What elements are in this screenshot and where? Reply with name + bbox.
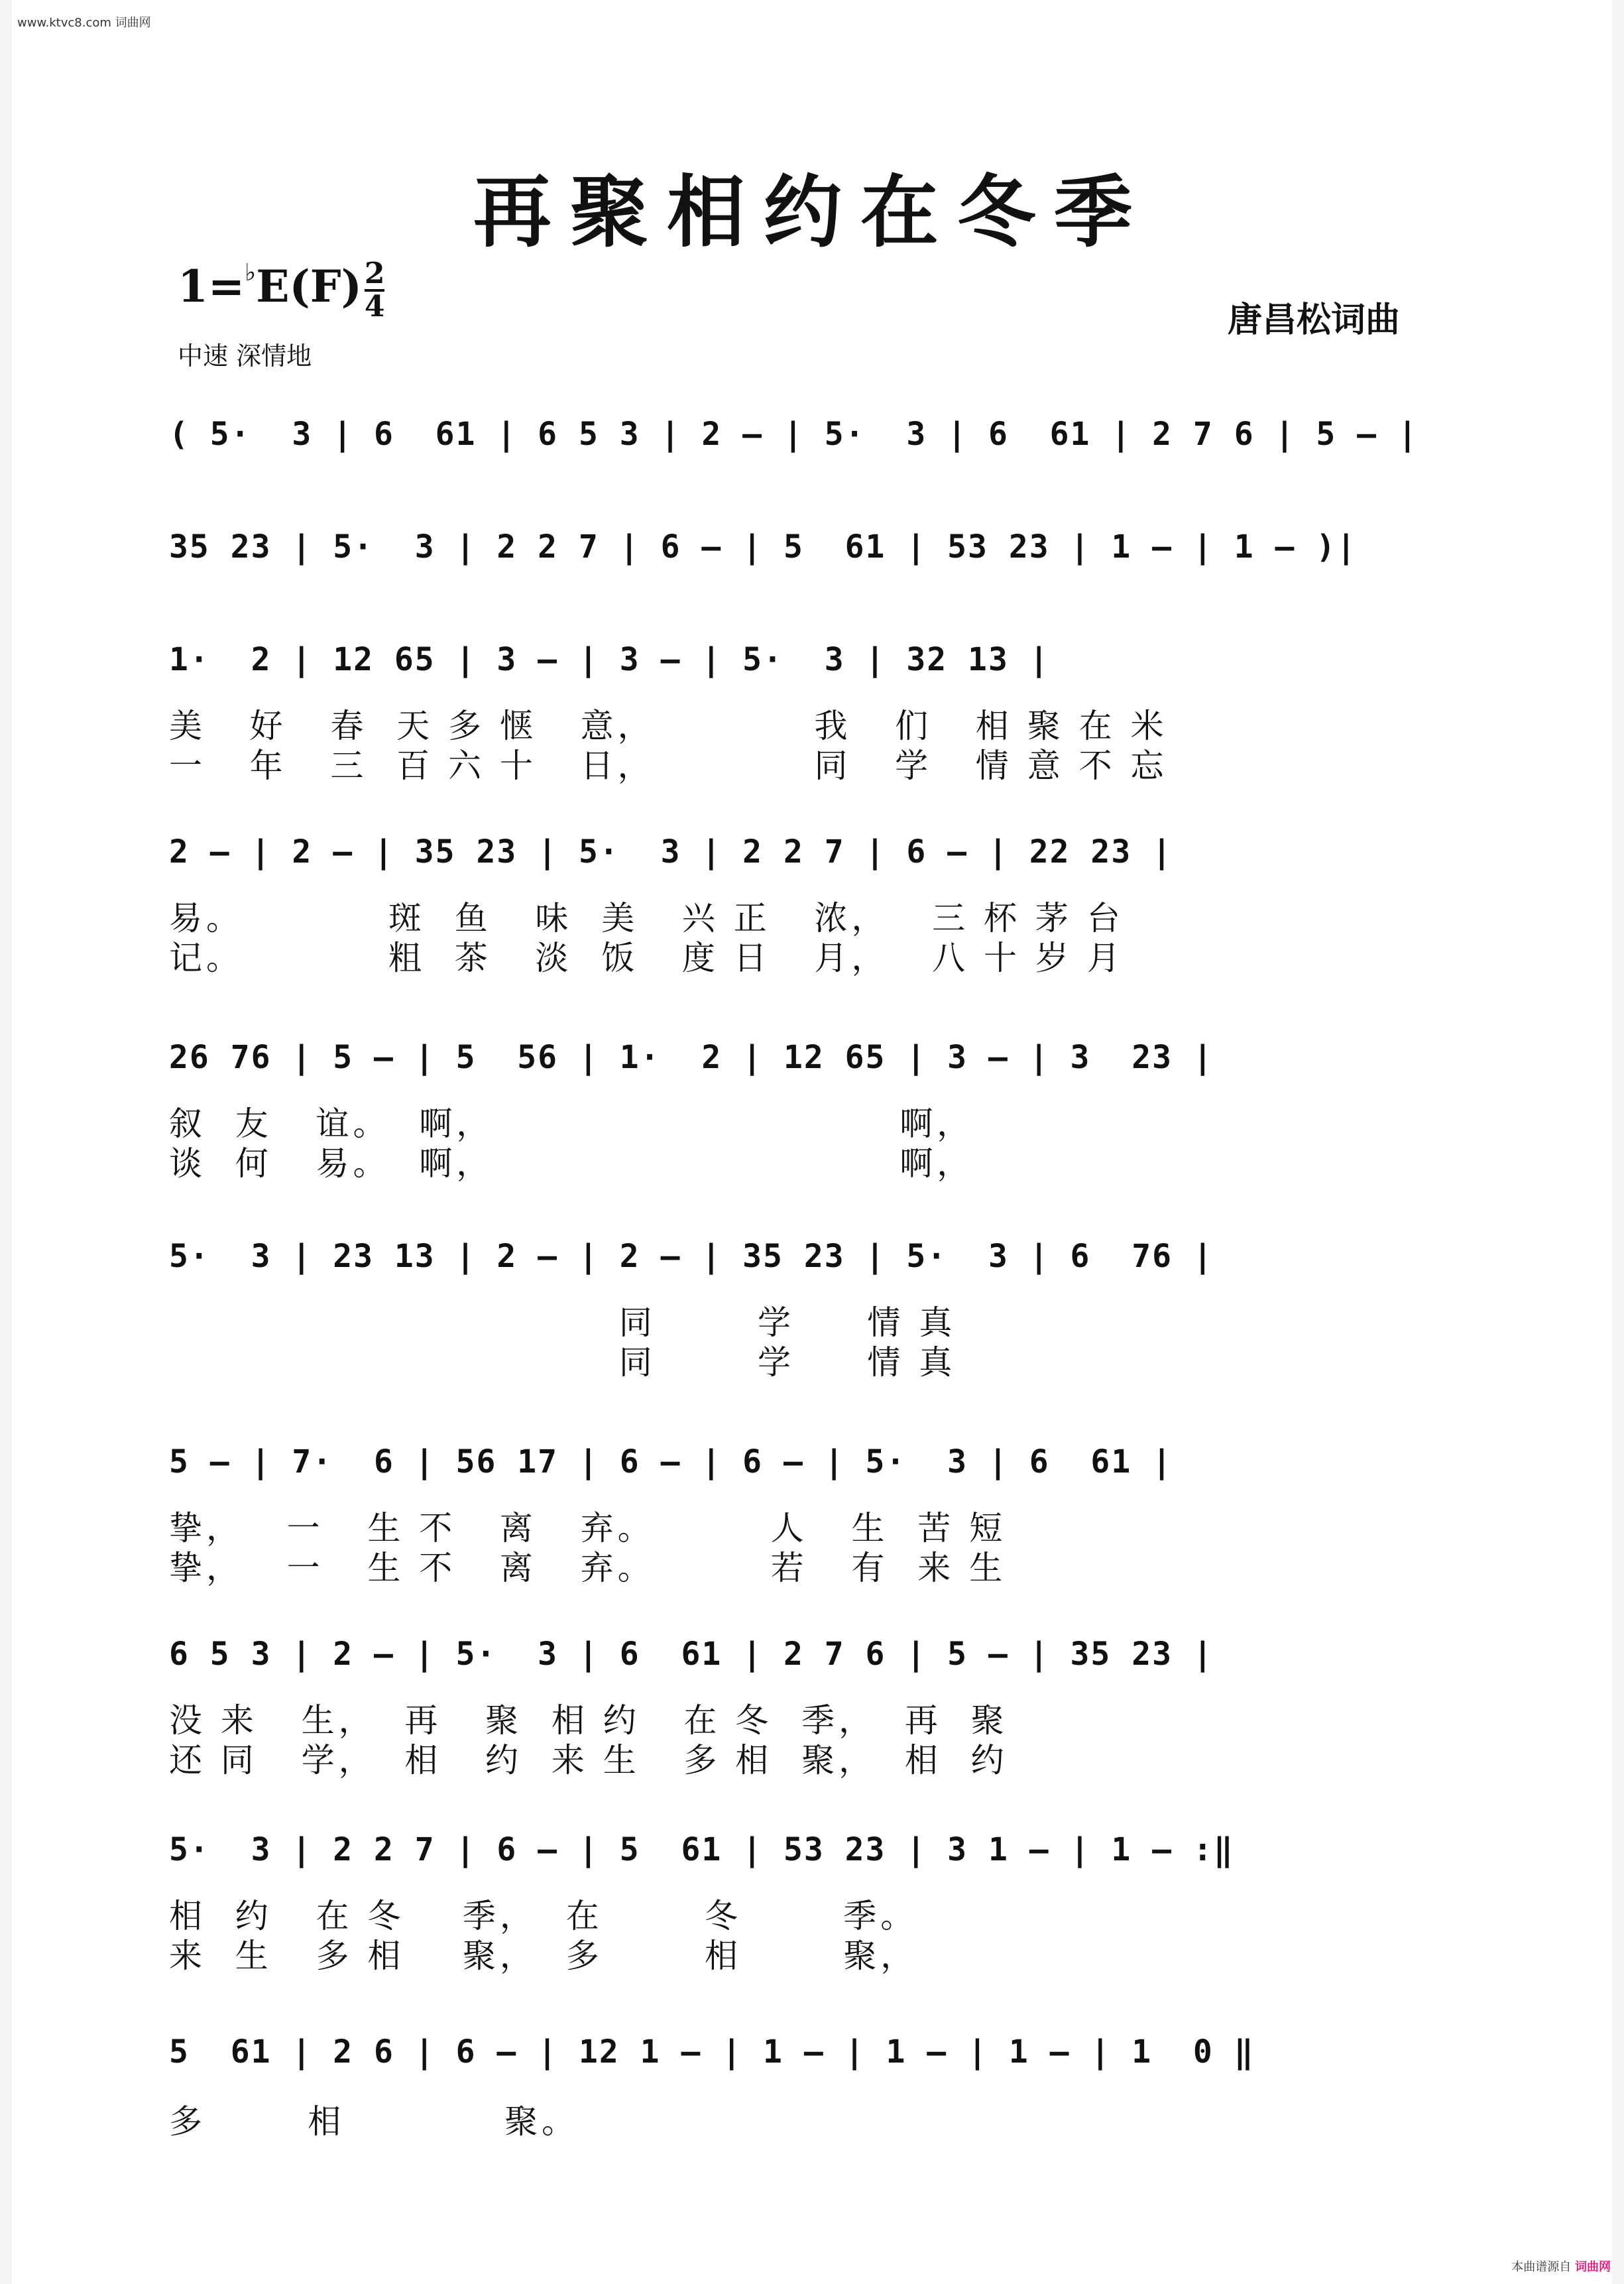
time-signature	[365, 259, 385, 322]
lyric-verse-1: 易。 斑 鱼 味 美 兴 正 浓， 三 杯 茅 台	[169, 899, 1124, 937]
notation-line: 6 5 3 | 2 – | 5· 3 | 6 61 | 2 7 6 | 5 – | 35 23 |	[169, 1636, 1214, 1673]
lyric-verse-2: 一 年 三 百 六 十 日， 同 学 情 意 不 忘	[169, 747, 1168, 785]
tempo-marking: 中速 深情地	[178, 341, 312, 371]
left-margin-strip	[0, 0, 12, 2284]
key-name: E(F)	[256, 261, 362, 312]
lyric-verse-1: 挚， 一 生 不 离 弃。 人 生 苦 短	[169, 1509, 1007, 1547]
lyric-verse-1: 多 相 聚。	[169, 2102, 579, 2141]
song-title: 再聚相约在冬季	[473, 166, 1151, 258]
right-margin-strip	[1612, 0, 1624, 2284]
lyric-verse-2: 谈 何 易。 啊， 啊，	[169, 1144, 974, 1183]
key-prefix: 1=	[178, 261, 245, 312]
footer-brand[interactable]: 词曲网	[1575, 2260, 1611, 2274]
lyric-verse-1: 没 来 生， 再 聚 相 约 在 冬 季， 再 聚	[169, 1701, 1008, 1740]
notation-line: 5· 3 | 2 2 7 | 6 – | 5 61 | 53 23 | 3 1 – | 1 – :‖	[169, 1831, 1234, 1868]
notation-line: 35 23 | 5· 3 | 2 2 7 | 6 – | 5 61 | 53 23 | 1 – | 1 – )|	[169, 528, 1358, 566]
footer-source	[1511, 2257, 1611, 2275]
time-denominator: 4	[364, 290, 385, 324]
lyric-verse-2: 还 同 学， 相 约 来 生 多 相 聚， 相 约	[169, 1741, 1008, 1779]
lyric-verse-2: 同 学 情 真	[169, 1343, 957, 1382]
notation-line: 5 61 | 2 6 | 6 – | 12 1 – | 1 – | 1 – | 1 – | 1 0 ‖	[169, 2033, 1255, 2071]
lyric-verse-2: 来 生 多 相 聚， 多 相 聚，	[169, 1937, 918, 1975]
notation-line: ( 5· 3 | 6 61 | 6 5 3 | 2 – | 5· 3 | 6 61 | 2 7 6 | 5 – |	[169, 416, 1419, 453]
author-credit: 唐昌松词曲	[1228, 300, 1401, 340]
notation-line: 1· 2 | 12 65 | 3 – | 3 – | 5· 3 | 32 13 |	[169, 641, 1050, 678]
notation-line: 5 – | 7· 6 | 56 17 | 6 – | 6 – | 5· 3 | 6 61 |	[169, 1443, 1173, 1480]
time-numerator: 2	[364, 257, 385, 290]
lyric-verse-1: 相 约 在 冬 季， 在 冬 季。	[169, 1897, 918, 1935]
notation-line: 2 – | 2 – | 35 23 | 5· 3 | 2 2 7 | 6 – | 22 23 |	[169, 833, 1173, 871]
lyric-verse-1: 同 学 情 真	[169, 1303, 957, 1342]
lyric-verse-2: 记。 粗 茶 淡 饭 度 日 月， 八 十 岁 月	[169, 939, 1124, 977]
notation-line: 26 76 | 5 – | 5 56 | 1· 2 | 12 65 | 3 – | 3 23 |	[169, 1039, 1214, 1076]
notation-line: 5· 3 | 23 13 | 2 – | 2 – | 35 23 | 5· 3 | 6 76 |	[169, 1238, 1214, 1275]
footer-note: 本曲谱源自	[1511, 2260, 1572, 2274]
flat-sign: ♭	[245, 259, 257, 286]
lyric-verse-2: 挚， 一 生 不 离 弃。 若 有 来 生	[169, 1549, 1007, 1587]
lyric-verse-1: 美 好 春 天 多 惬 意， 我 们 相 聚 在 米	[169, 707, 1168, 745]
site-url: www.ktvc8.com 词曲网	[17, 16, 151, 30]
lyric-verse-1: 叙 友 谊。 啊， 啊，	[169, 1105, 974, 1143]
key-signature	[178, 259, 384, 322]
